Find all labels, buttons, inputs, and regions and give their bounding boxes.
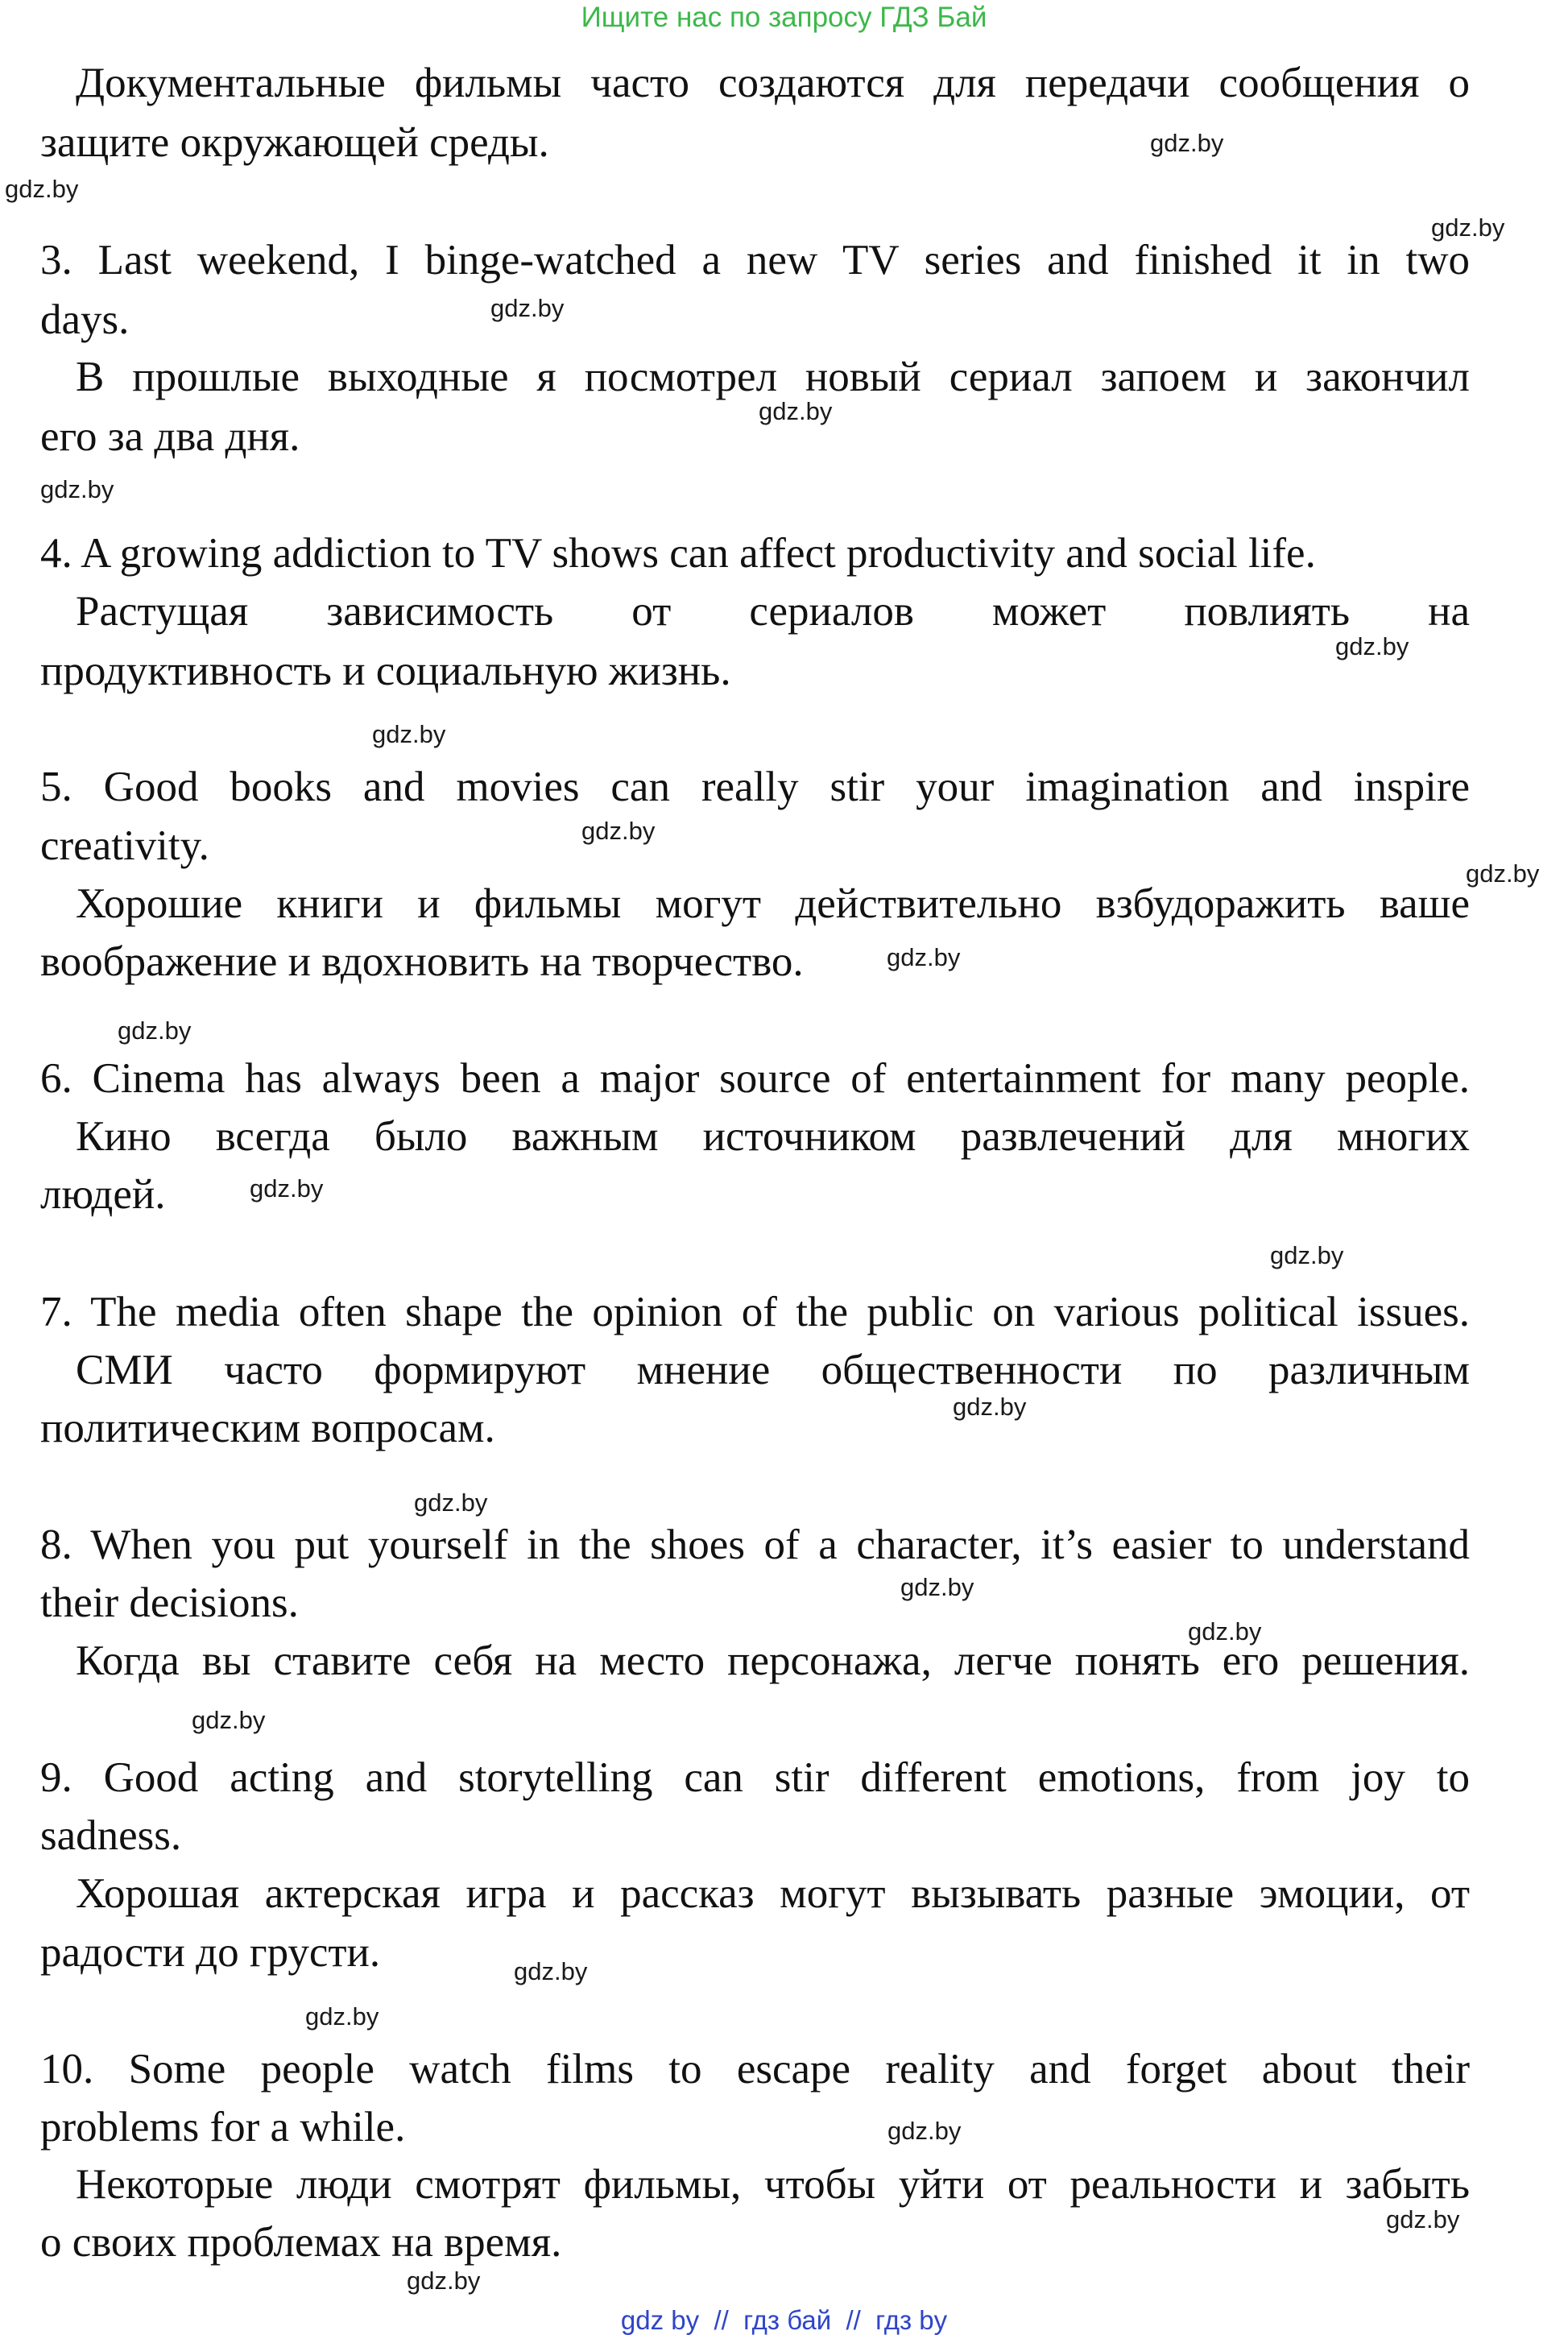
- watermark: gdz.by: [514, 1957, 588, 1985]
- watermark: gdz.by: [407, 2267, 481, 2295]
- watermark: gdz.by: [1431, 213, 1505, 242]
- watermark: gdz.by: [490, 294, 565, 322]
- text-line: людей.: [40, 1171, 166, 1218]
- watermark: gdz.by: [759, 397, 833, 425]
- text-line: радости до грусти.: [40, 1929, 381, 1976]
- text-line: days.: [40, 296, 130, 343]
- watermark: gdz.by: [1270, 1241, 1344, 1269]
- watermark: gdz.by: [1150, 129, 1224, 157]
- text-line: защите окружающей среды.: [40, 119, 549, 166]
- watermark: gdz.by: [192, 1706, 266, 1734]
- text-line: Растущая зависимость от сериалов может повлиять на: [76, 588, 1470, 635]
- text-line: продуктивность и социальную жизнь.: [40, 648, 731, 694]
- footer-links[interactable]: gdz by // гдз бай // гдз by: [620, 2305, 948, 2335]
- watermark: gdz.by: [250, 1174, 324, 1203]
- text-line: Хорошая актерская игра и рассказ могут вызывать разные эмоции, от: [76, 1870, 1470, 1917]
- text-line: о своих проблемах на время.: [40, 2219, 562, 2266]
- watermark: gdz.by: [305, 2002, 379, 2031]
- text-line: 7. The media often shape the opinion of the public on various political issues.: [40, 1289, 1470, 1335]
- text-line: Документальные фильмы часто создаются для передачи сообщения о: [76, 60, 1470, 106]
- text-line: 5. Good books and movies can really stir your imagination and inspire: [40, 764, 1470, 810]
- text-line: 3. Last weekend, I binge-watched a new TV series and finished it in two: [40, 237, 1470, 284]
- text-line: 9. Good acting and storytelling can stir different emotions, from joy to: [40, 1754, 1470, 1801]
- watermark: gdz.by: [887, 943, 961, 971]
- text-line: политическим вопросам.: [40, 1405, 495, 1451]
- watermark: gdz.by: [1188, 1617, 1262, 1646]
- text-line: Когда вы ставите себя на место персонажа, легче понять его решения.: [76, 1637, 1470, 1684]
- watermark: gdz.by: [40, 475, 114, 503]
- watermark: gdz.by: [1466, 859, 1540, 888]
- text-line: 6. Cinema has always been a major source of entertainment for many people.: [40, 1055, 1470, 1102]
- text-line: воображение и вдохновить на творчество.: [40, 938, 804, 985]
- text-line: 8. When you put yourself in the shoes of a character, it’s easier to understand: [40, 1521, 1470, 1568]
- watermark: gdz.by: [372, 720, 446, 748]
- text-line: creativity.: [40, 822, 209, 869]
- watermark: gdz.by: [887, 2117, 962, 2145]
- watermark: gdz.by: [953, 1393, 1027, 1421]
- text-line: sadness.: [40, 1812, 182, 1859]
- text-line: problems for a while.: [40, 2104, 406, 2151]
- text-line: Кино всегда было важным источником развлечений для многих: [76, 1113, 1470, 1160]
- search-hint-header[interactable]: Ищите нас по запросу ГДЗ Бай: [581, 2, 987, 33]
- text-line: СМИ часто формируют мнение общественности по различным: [76, 1347, 1470, 1393]
- text-line: 10. Some people watch films to escape reality and forget about their: [40, 2046, 1470, 2093]
- watermark: gdz.by: [1335, 632, 1409, 660]
- text-line: В прошлые выходные я посмотрел новый сериал запоем и закончил: [76, 354, 1470, 400]
- watermark: gdz.by: [414, 1488, 488, 1517]
- watermark: gdz.by: [581, 817, 656, 845]
- watermark: gdz.by: [118, 1016, 192, 1045]
- text-line: 4. A growing addiction to TV shows can affect productivity and social life.: [40, 530, 1316, 577]
- watermark: gdz.by: [5, 175, 79, 203]
- watermark: gdz.by: [1386, 2205, 1460, 2233]
- text-line: Хорошие книги и фильмы могут действительно взбудоражить ваше: [76, 880, 1470, 927]
- text-line: Некоторые люди смотрят фильмы, чтобы уйти от реальности и забыть: [76, 2161, 1470, 2208]
- text-line: their decisions.: [40, 1579, 299, 1626]
- text-line: его за два дня.: [40, 413, 300, 460]
- watermark: gdz.by: [900, 1573, 974, 1601]
